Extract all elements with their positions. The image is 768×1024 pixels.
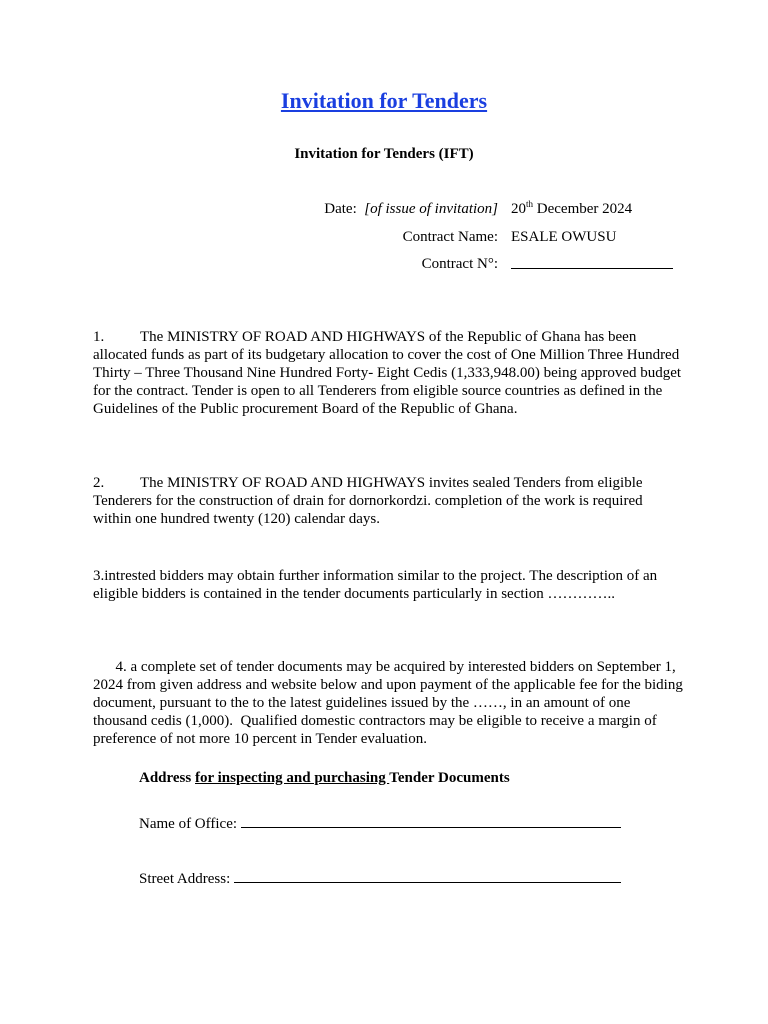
date-label-note: [of issue of invitation] [364,201,498,217]
contract-number-blank-line [511,268,673,269]
paragraph-4 [93,640,687,766]
contract-number-row [0,254,768,274]
contract-name-label: Contract Name: [402,229,498,245]
address-heading-start: Address [139,770,195,786]
date-label [324,199,498,219]
office-name-label: Name of Office: [139,816,238,832]
address-heading-end: Tender Documents [389,770,510,786]
page-title[interactable]: Invitation for Tenders [280,88,488,113]
date-value [511,199,632,219]
date-row [0,199,768,219]
paragraph-3 [93,567,683,603]
document-subtitle: Invitation for Tenders (IFT) [294,146,474,162]
paragraph-1-text: The MINISTRY OF ROAD AND HIGHWAYS of the Republic of Ghana has been allocated funds as part of its budgetary allocation to cover the cost of One Million Three Hundred Thirty – Three Thousand Nine Hundred Forty- Eight Cedis (1,333,948.00) being approved budget for the contract. Tender is open to all Tenderers from eligible source countries as defined in the Guidelines of the Public procurement Board of the Republic of Ghana. [93,329,682,417]
street-address-blank-line [234,868,621,883]
paragraph-2-number: 2. [93,475,105,491]
contract-number-label: Contract N°: [421,256,498,272]
paragraph-2 [93,474,683,528]
date-label-prefix: Date: [324,201,365,217]
office-name-blank-line [241,813,621,828]
date-rest: December 2024 [533,201,633,217]
paragraph-3-text: 3.intrested bidders may obtain further information similar to the project. The description of an eligible bidders is contained in the tender documents particularly in section ………….. [93,568,658,602]
office-name-row [139,813,621,834]
address-heading-underlined: for inspecting and purchasing [195,770,390,786]
street-address-row [139,868,621,889]
date-suffix: th [526,199,534,209]
paragraph-2-text: The MINISTRY OF ROAD AND HIGHWAYS invites sealed Tenders from eligible Tenderers for the construction of drain for dornorkordzi. completion of the work is required within one hundred twenty (120) calendar days. [93,475,643,527]
address-heading [139,768,510,788]
paragraph-4-text: 4. a complete set of tender documents may be acquired by interested bidders on September 1, 2024 from given address and website below and upon payment of the applicable fee for the biding document, pursuant to the to the latest guidelines issued by the ……, in an amount of one thousand cedis (1,000). Qualified domestic contractors may be eligible to receive a margin of preference of not more 10 percent in Tender evaluation. [93,659,687,747]
street-address-label: Street Address: [139,871,231,887]
paragraph-1 [93,328,683,418]
contract-name-row [0,227,768,247]
date-day: 20 [511,201,526,217]
contract-name-value: ESALE OWUSU [511,229,617,245]
paragraph-1-number: 1. [93,329,105,345]
